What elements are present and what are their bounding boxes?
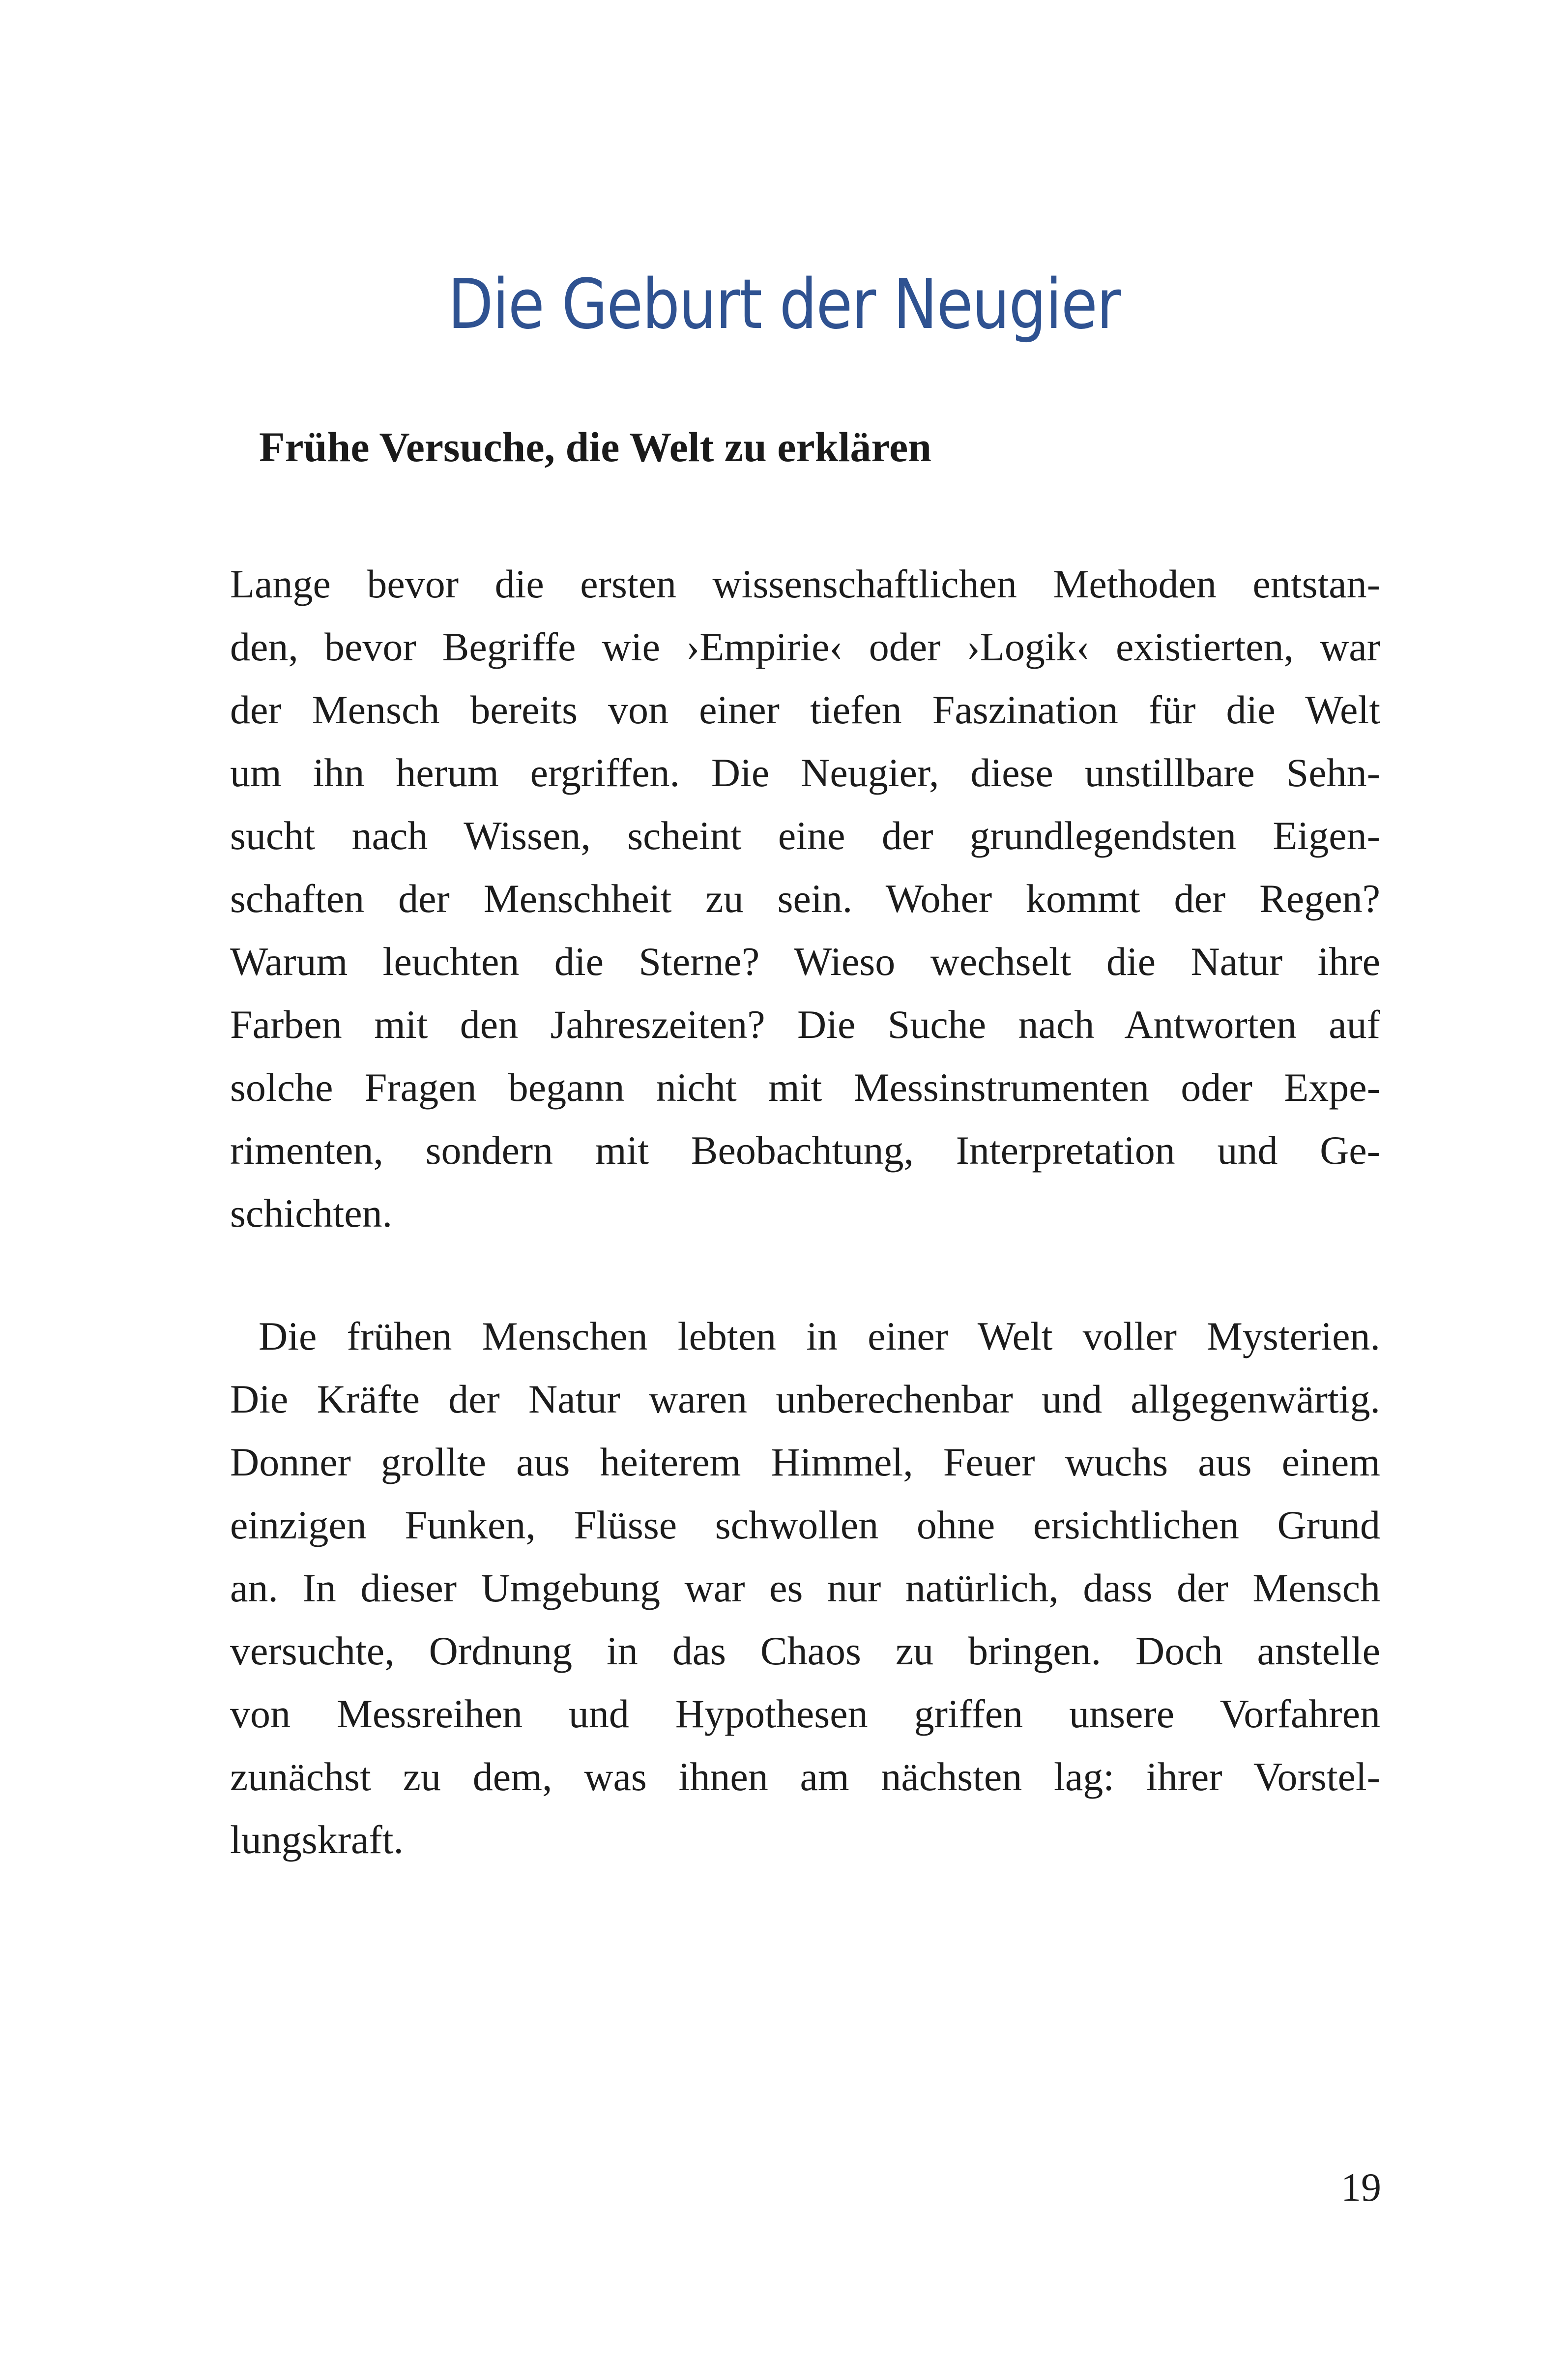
text-line: Die frühen Menschen lebten in einer Welt voller Mysterien. [259,1314,1380,1358]
page-number: 19 [1341,2165,1381,2210]
text-line: schichten. [230,1191,393,1236]
text-line: Lange bevor die ersten wissenschaftlichen Methoden entstan- [230,561,1380,606]
text-line: Donner grollte aus heiterem Himmel, Feuer wuchs aus einem [230,1440,1380,1484]
text-line: solche Fragen begann nicht mit Messinstrumenten oder Expe- [230,1065,1380,1110]
text-line: von Messreihen und Hypothesen griffen unsere Vorfahren [230,1691,1380,1736]
section-heading: Frühe Versuche, die Welt zu erklären [259,423,931,471]
text-line: sucht nach Wissen, scheint eine der grundlegendsten Eigen- [230,813,1380,858]
text-line: den, bevor Begriffe wie ›Empirie‹ oder ›Logik‹ existierten, war [230,624,1380,669]
text-line: um ihn herum ergriffen. Die Neugier, diese unstillbare Sehn- [230,750,1380,795]
text-line: einzigen Funken, Flüsse schwollen ohne ersichtlichen Grund [230,1503,1380,1547]
text-line: der Mensch bereits von einer tiefen Faszination für die Welt [230,687,1380,732]
text-line: an. In dieser Umgebung war es nur natürlich, dass der Mensch [230,1565,1380,1610]
text-line: lungskraft. [230,1817,404,1862]
text-line: zunächst zu dem, was ihnen am nächsten lag: ihrer Vorstel- [230,1754,1380,1799]
text-line: Die Kräfte der Natur waren unberechenbar und allgegenwärtig. [230,1377,1380,1421]
paragraph-2 [230,1305,1380,1871]
text-line: rimenten, sondern mit Beobachtung, Interpretation und Ge- [230,1128,1380,1173]
paragraph-1 [230,553,1380,1245]
chapter-title: Die Geburt der Neugier [448,265,1120,345]
text-line: schaften der Menschheit zu sein. Woher kommt der Regen? [230,876,1380,921]
text-line: Farben mit den Jahreszeiten? Die Suche nach Antworten auf [230,1002,1380,1047]
text-line: versuchte, Ordnung in das Chaos zu bringen. Doch anstelle [230,1628,1380,1673]
text-line: Warum leuchten die Sterne? Wieso wechselt die Natur ihre [230,939,1380,984]
